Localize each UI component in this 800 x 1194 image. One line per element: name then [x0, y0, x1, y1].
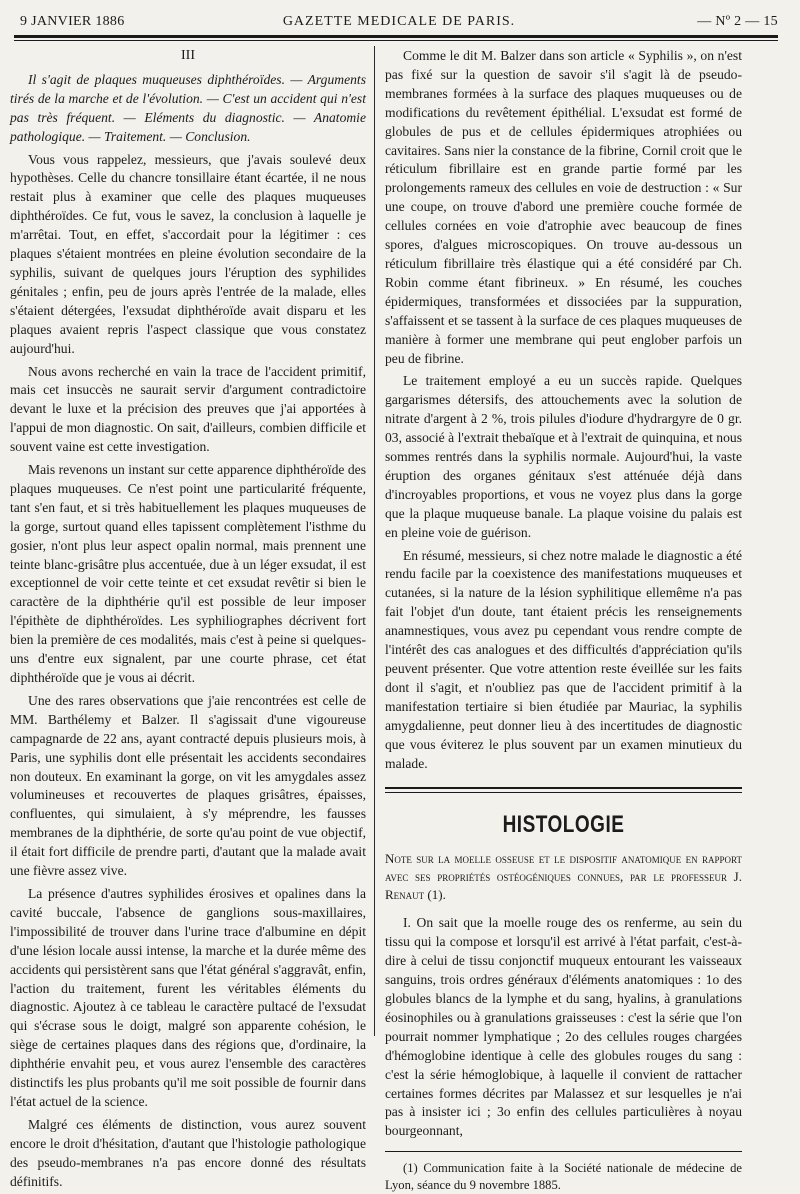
header-journal-title: GAZETTE MEDICALE DE PARIS.	[282, 14, 516, 29]
section-title-histologie: HISTOLOGIE	[502, 812, 625, 839]
header-rule-thick	[14, 35, 778, 38]
paragraph: Le traitement employé a eu un succès rapide. Quelques gargarismes détersifs, des attouchements avec la solution de nitrate d'argent à 2 %, trois pilules d'iodure d'hydrargyre de 0 gr. 03, associé à l'extrait thebaïque et à l'extrait de quinquina, et nous sommes rentrés dans la syphilis normale. Aujourd'hui, la vaste éruption des organes génitaux s'est atténuée déjà dans d'incroyables proportions, et vous ne voyez plus dans la gorge que la plaque muqueuse banale. La plaque voisine du palais est en pleine voie de guérison.	[385, 373, 742, 540]
paragraph: La présence d'autres syphilides érosives et opalines dans la cavité buccale, l'absence de ganglions sous-maxillaires, l'impossibilité de trouver dans l'urine trace d'albumine en dépit d'une lésion locale aussi intense, la marche et la durée même des accidents qui persistèrent sans que l'état général s'aggravât, enfin, l'action du traitement, furent les véritables éléments du diagnostic. Ajoutez à ce tableau le caractère pultacé de l'exsudat qui s'écrase sous le doigt, malgré son apparente cohésion, le siège de certaines plaques dans des régions que, d'ordinaire, la diphthérie envahit peu, et vous aurez l'ensemble des caractères distinctifs les plus probants qu'il me soit possible de fournir dans l'état actuel de la science.	[10, 885, 366, 1109]
section-rule-thick	[385, 787, 742, 789]
paragraph: Vous vous rappelez, messieurs, que j'avais soulevé deux hypothèses. Celle du chancre tonsillaire étant écartée, il ne nous restait plus à examiner que celle des plaques muqueuses diphthéroïdes. Ce fut, vous le savez, la conclusion à laquelle je m'arrêtai. Tout, en effet, s'accordait pour la légitimer : ces plaques s'étaient montrées en pleine évolution secondaire de la syphilis, suivant de quelques jours l'éruption des syphilides génitales ; enfin, peu de jours après l'entrée de la malade, elles s'étaient détergées, l'exsudat diphthéroïde avait disparu et les plaques avaient repris l'aspect classique que vous constatez aujourd'hui.	[10, 151, 366, 356]
paragraph: En résumé, messieurs, si chez notre malade le diagnostic a été rendu facile par la coexistence des manifestations muqueuses et cutanées, si la nature de la lésion syphilitique ellemême n'a pas fait l'objet d'un doute, tant étaient précis les renseignements anamnestiques, vous avez pu cependant vous rendre compte de l'intérêt des cas analogues et des difficultés d'appréciation qu'ils peuvent présenter. Que votre attention reste éveillée sur les faits dont il s'agit, et n'oubliez pas que de l'accident primitif à la manifestation tertiaire si bien étudiée par Mauriac, la syphilis amygdalienne, peut donner lieu à des incertitudes de diagnostic que vous éviterez le plus souvent par un examen minutieux du malade.	[385, 547, 742, 771]
right-column	[385, 47, 742, 1194]
section-rule-thin	[385, 792, 742, 793]
paragraph: I. On sait que la moelle rouge des os renferme, au sein du tissu qui la compose et lorsqu'il est arrivé à l'état parfait, c'est-à-dire à celui de tissu conjonctif muqueux entourant les vaisseaux sanguins, trois ordres généraux d'éléments anatomiques : 1o des globules blancs de la lymphe et du sang, hyalins, à granulations éosinophiles ou à granulations graisseuses : c'est la série que l'on pourrait nommer lymphatique ; 2o des cellules rouges chargées d'hémoglobine identique à celle des globules rouges du sang : c'est la série hémoglobique, à laquelle il convient de rattacher certaines formes décrites par Malassez et sur lesquelles je n'ai pas à insister ici ; 3o enfin des cellules particulières à noyau bourgeonnant,	[385, 915, 742, 1139]
paragraph: Une des rares observations que j'aie rencontrées est celle de MM. Barthélemy et Balzer. Il s'agissait d'une vigoureuse campagnarde de 22 ans, ayant contracté depuis plusieurs mois, à Paris, une syphilis dont elle présentait les accidents secondaires non douteux. En examinant la gorge, on vit les amygdales assez volumineuses et recouvertes de plaques grisâtres, épaisses, confluentes, qui simulaient, à s'y méprendre, les fausses membranes de la diphthérie, de sorte qu'au point de vue objectif, il était fort difficile de prendre parti, d'autant que la malade avait une fièvre assez vive.	[10, 692, 366, 879]
header-rule-thin	[14, 40, 778, 41]
section-number: III	[181, 48, 195, 63]
article-title: Note sur la moelle osseuse et le dispositif anatomique en rapport avec ses propriétés ostéogéniques connues, par le professeur J. Renaut (1).	[385, 851, 742, 903]
paragraph: Nous avons recherché en vain la trace de l'accident primitif, mais cet insuccès ne saurait servir d'argument contradictoire devant le luxe et la précision des preuves que j'ai apportées à l'appui de mon diagnostic. On sait, d'ailleurs, combien difficile et souvent vaine est cette investigation.	[10, 363, 366, 455]
header-page-number: — Nº 2 — 15	[697, 14, 778, 29]
column-divider	[374, 46, 375, 1036]
footnote: (1) Communication faite à la Société nationale de médecine de Lyon, séance du 9 novembre 1885.	[385, 1161, 742, 1193]
paragraph: Comme le dit M. Balzer dans son article « Syphilis », on n'est pas fixé sur la question de savoir s'il s'agit là de pseudo-membranes formées à la surface des plaques muqueuses ou de modifications du revêtement épithélial. L'exsudat est formé de globules de pus et de cellules épidermiques atrophiées ou cavitaires. Sans nier la constance de la fibrine, Cornil croit que le réticulum fibrillaire est en grande partie formé par les prolongements rameux des cellules en voie de destruction : « Sur une coupe, on trouve d'abord une première couche formée de cellules cornées en voie d'atrophie avec beaucoup de fines spores, d'algues microscopiques. On trouve au-dessous un réticulum fibrillaire très élastique qui a été considéré par Ch. Robin comme étant fibrineux. » En résumé, les couches épidermiques, transformées et dissociées par la suppuration, s'affaissent et se tassent à la surface de ces plaques muqueuses de manière à former une membrane qui peut englober parfois un peu de fibrine.	[385, 48, 742, 366]
footnote-rule	[385, 1151, 742, 1152]
paragraph: Malgré ces éléments de distinction, vous aurez souvent encore le droit d'hésitation, d'autant que l'histologie pathologique des pseudo-membranes n'a pas encore donné des résultats définitifs.	[10, 1116, 366, 1189]
running-header	[20, 14, 778, 32]
header-date: 9 JANVIER 1886	[20, 14, 125, 29]
left-column	[10, 47, 366, 1191]
section-summary: Il s'agit de plaques muqueuses diphthéroïdes. — Arguments tirés de la marche et de l'évolution. — C'est un accident qui n'est pas très fréquent. — Eléments du diagnostic. — Anatomie pathologique. — Traitement. — Conclusion.	[10, 71, 366, 144]
paragraph: Mais revenons un instant sur cette apparence diphthéroïde des plaques muqueuses. Ce n'est point une particularité fréquente, tant s'en faut, et si très habituellement les plaques muqueuses de la gorge, surtout quand elles tapissent complètement l'isthme du gosier, n'ont plus leur aspect opalin normal, mais prennent une teinte blanc-grisâtre plus accentuée, due à un léger exsudat, il est exceptionnel de voir cette teinte et cet exsudat revêtir si bien le caractère de la diphthérie qu'il est possible de leur imposer l'épithète de diphthéroïdes. Les syphiliographes décrivent fort bien la première de ces modalités, mais c'est à peine si quelques-uns d'entre eux signalent, par une courte phrase, cet état diphthéroïde que je vous ai décrit.	[10, 462, 366, 685]
